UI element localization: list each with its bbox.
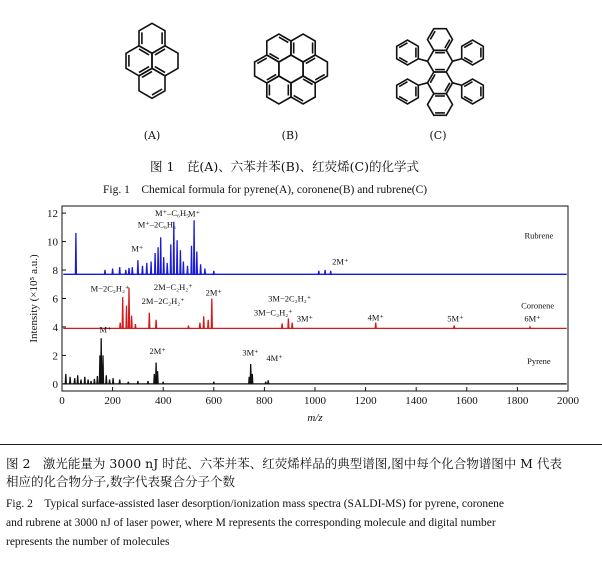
x-tick-label: 1600 (455, 395, 478, 407)
figure2-caption-en-line2: and rubrene at 3000 nJ of laser power, where M represents the corresponding molecule and digital number (6, 517, 496, 529)
peak-label: M−2C₂H₂⁺ (90, 283, 130, 294)
figure2-caption-cn-line2: 相应的化合物分子,数字代表聚合分子个数 (6, 474, 235, 489)
y-tick-label: 0 (52, 378, 58, 391)
x-tick-label: 1000 (304, 395, 326, 407)
peak-label: 3M−C₂H₂⁺ (253, 307, 293, 318)
figure1 (0, 0, 602, 200)
figure2-caption-en-line1: Fig. 2 Typical surface-assisted laser desorption/ionization mass spectra (SALDI-MS) for pyrene, coronene (6, 498, 505, 510)
peak-label: 5M⁺ (447, 313, 464, 324)
peak-label: 2M⁺ (332, 256, 349, 267)
figure2-caption-en-line3: represents the number of molecules (6, 536, 170, 548)
x-tick-label: 1800 (506, 395, 529, 407)
spectra-chart (0, 200, 602, 440)
figure2-caption-en (6, 495, 598, 552)
peak-label: 2M−C₂H₂⁺ (153, 281, 193, 292)
peak-label: 3M−2C₂H₂⁺ (268, 293, 312, 304)
label-c: (C) (429, 129, 447, 142)
y-tick-label: 4 (52, 321, 58, 334)
x-tick-label: 800 (256, 395, 273, 407)
y-axis-label: Intensity (×10⁵ a.u.) (28, 254, 40, 343)
x-tick-label: 2000 (557, 395, 579, 407)
peak-label: M⁺ (99, 324, 112, 335)
molecule-structures (0, 0, 602, 150)
figure1-caption-en: Fig. 1 Chemical formula for pyrene(A), coronene(B) and rubrene(C) (103, 184, 428, 196)
peak-label: M⁺–2C₆H₅ (137, 219, 177, 230)
peak-label: 4M⁺ (367, 312, 384, 323)
peak-label: 6M⁺ (524, 313, 541, 324)
peak-label: M⁺ (131, 243, 144, 254)
divider (0, 444, 602, 445)
peak-label: 2M−2C₂H₂⁺ (141, 296, 185, 307)
peak-label: M⁺–C₆H₅ (155, 207, 190, 218)
x-tick-label: 1200 (354, 395, 377, 407)
series-line-coronene (63, 288, 566, 329)
peak-label: 2M⁺ (149, 346, 166, 356)
peak-label: 3M⁺ (296, 313, 314, 324)
y-tick-label: 10 (47, 236, 58, 249)
peak-label: Pyrene (527, 355, 551, 366)
x-tick-label: 0 (59, 395, 65, 407)
x-tick-label: 600 (205, 395, 223, 407)
x-tick-label: 200 (104, 395, 121, 407)
peak-label: Rubrene (524, 230, 554, 241)
label-b: (B) (281, 129, 299, 142)
x-tick-label: 1400 (405, 395, 428, 407)
y-tick-label: 2 (52, 350, 58, 363)
y-tick-label: 8 (52, 265, 58, 278)
peak-label: 2M⁺ (205, 287, 222, 298)
x-axis-label: m/z (307, 412, 323, 424)
label-a: (A) (143, 129, 161, 142)
peak-label: 3M⁺ (242, 347, 259, 358)
x-tick-label: 400 (154, 395, 172, 407)
figure2-caption-cn (6, 455, 598, 491)
spectra-plot (0, 200, 602, 440)
rubrene-structure (397, 29, 484, 116)
coronene-structure (255, 34, 328, 104)
peak-label: M⁺ (188, 208, 201, 219)
y-tick-label: 12 (47, 208, 58, 221)
series-line-pyrene (63, 338, 566, 384)
peak-label: 4M⁺ (266, 353, 283, 364)
figure2-caption-cn-line1: 图 2 激光能量为 3000 nJ 时芘、六苯并苯、红荧烯样品的典型谱图,图中每个化合物谱图中 M 代表 (6, 456, 562, 471)
plot-frame (62, 206, 568, 391)
y-tick-label: 6 (52, 293, 58, 306)
pyrene-structure (126, 23, 178, 98)
figure1-caption-cn: 图 1 芘(A)、六苯并苯(B)、红荧烯(C)的化学式 (150, 159, 419, 174)
peak-label: Coronene (521, 300, 555, 311)
